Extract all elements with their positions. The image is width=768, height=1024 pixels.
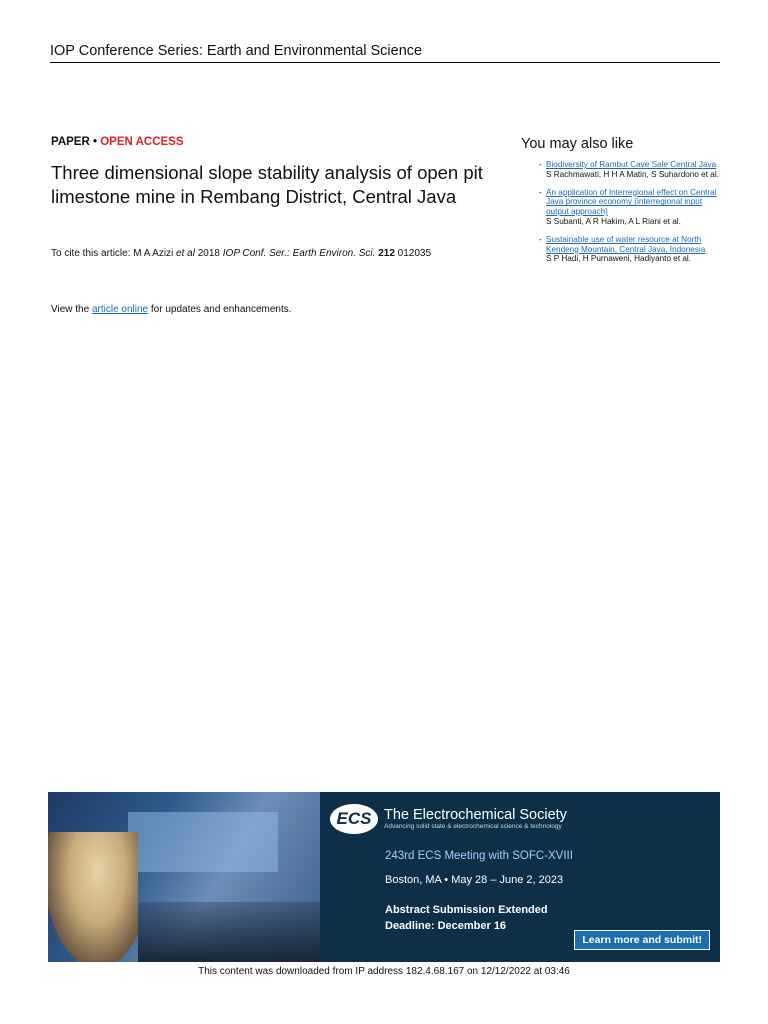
list-item — [521, 188, 721, 227]
speaker-figure — [48, 832, 138, 962]
journal-header: IOP Conference Series: Earth and Environmental Science — [50, 43, 720, 63]
abstract-line-1: Abstract Submission Extended — [385, 904, 548, 916]
ecs-advertisement-banner[interactable] — [48, 792, 720, 962]
view-suffix: for updates and enhancements. — [148, 304, 292, 315]
related-article-authors: S Subanti, A R Hakim, A L Riani et al. — [546, 216, 681, 226]
meeting-title: 243rd ECS Meeting with SOFC-XVIII — [385, 850, 573, 862]
cite-prefix: To cite this article: M A Azizi — [51, 248, 177, 259]
related-article-authors: S P Hadi, H Purnaweni, Hadiyanto et al. — [546, 254, 692, 264]
audience — [138, 902, 320, 962]
learn-more-button[interactable]: Learn more and submit! — [574, 930, 710, 950]
projector-screen — [128, 812, 278, 872]
view-online-line — [51, 304, 292, 315]
related-article-link[interactable]: An application of Interregional effect on Central Java province economy (interregional input output approach) — [546, 187, 717, 217]
list-item — [521, 160, 721, 180]
society-tagline: Advancing solid state & electrochemical science & technology — [384, 823, 562, 830]
dash-glyph: - — [539, 234, 542, 244]
related-article-link[interactable]: Biodiversity of Rambut Cave Sale Central Java — [546, 160, 717, 169]
list-item — [521, 235, 721, 264]
related-articles — [521, 136, 721, 272]
paper-type: PAPER — [51, 136, 90, 148]
citation-line — [51, 248, 431, 259]
article-title: Three dimensional slope stability analysis of open pit limestone mine in Rembang District, Central Java — [51, 162, 483, 207]
open-access-badge: OPEN ACCESS — [100, 136, 184, 148]
cite-etal: et al — [176, 248, 195, 259]
article-online-link[interactable]: article online — [91, 304, 149, 315]
ad-content — [330, 804, 720, 934]
ecs-brand-text — [384, 808, 567, 830]
cite-volume: 212 — [375, 248, 395, 259]
related-article-link[interactable]: Sustainable use of water resource at North Kendeng Mountain, Central Java, Indonesia — [546, 234, 706, 254]
abstract-line-2: Deadline: December 16 — [385, 920, 507, 932]
meeting-place-date: Boston, MA • May 28 – June 2, 2023 — [385, 874, 564, 886]
label-separator: • — [92, 136, 98, 148]
conference-photo — [48, 792, 320, 962]
society-name: The Electrochemical Society — [384, 807, 567, 823]
cite-journal: IOP Conf. Ser.: Earth Environ. Sci. — [222, 248, 376, 259]
cite-year: 2018 — [194, 248, 223, 259]
related-article-authors: S Rachmawati, H H A Matin, S Suhardono et al. — [546, 169, 719, 179]
cite-article: 012035 — [394, 248, 432, 259]
download-footer: This content was downloaded from IP address 182.4.68.167 on 12/12/2022 at 03:46 — [198, 966, 570, 977]
paper-type-label — [51, 136, 184, 148]
dash-glyph: - — [539, 187, 542, 197]
view-prefix: View the — [51, 304, 92, 315]
ecs-logo-icon: ECS — [330, 804, 378, 834]
dash-glyph: - — [539, 160, 542, 169]
ecs-brand — [330, 804, 720, 834]
related-heading: You may also like — [521, 136, 634, 152]
